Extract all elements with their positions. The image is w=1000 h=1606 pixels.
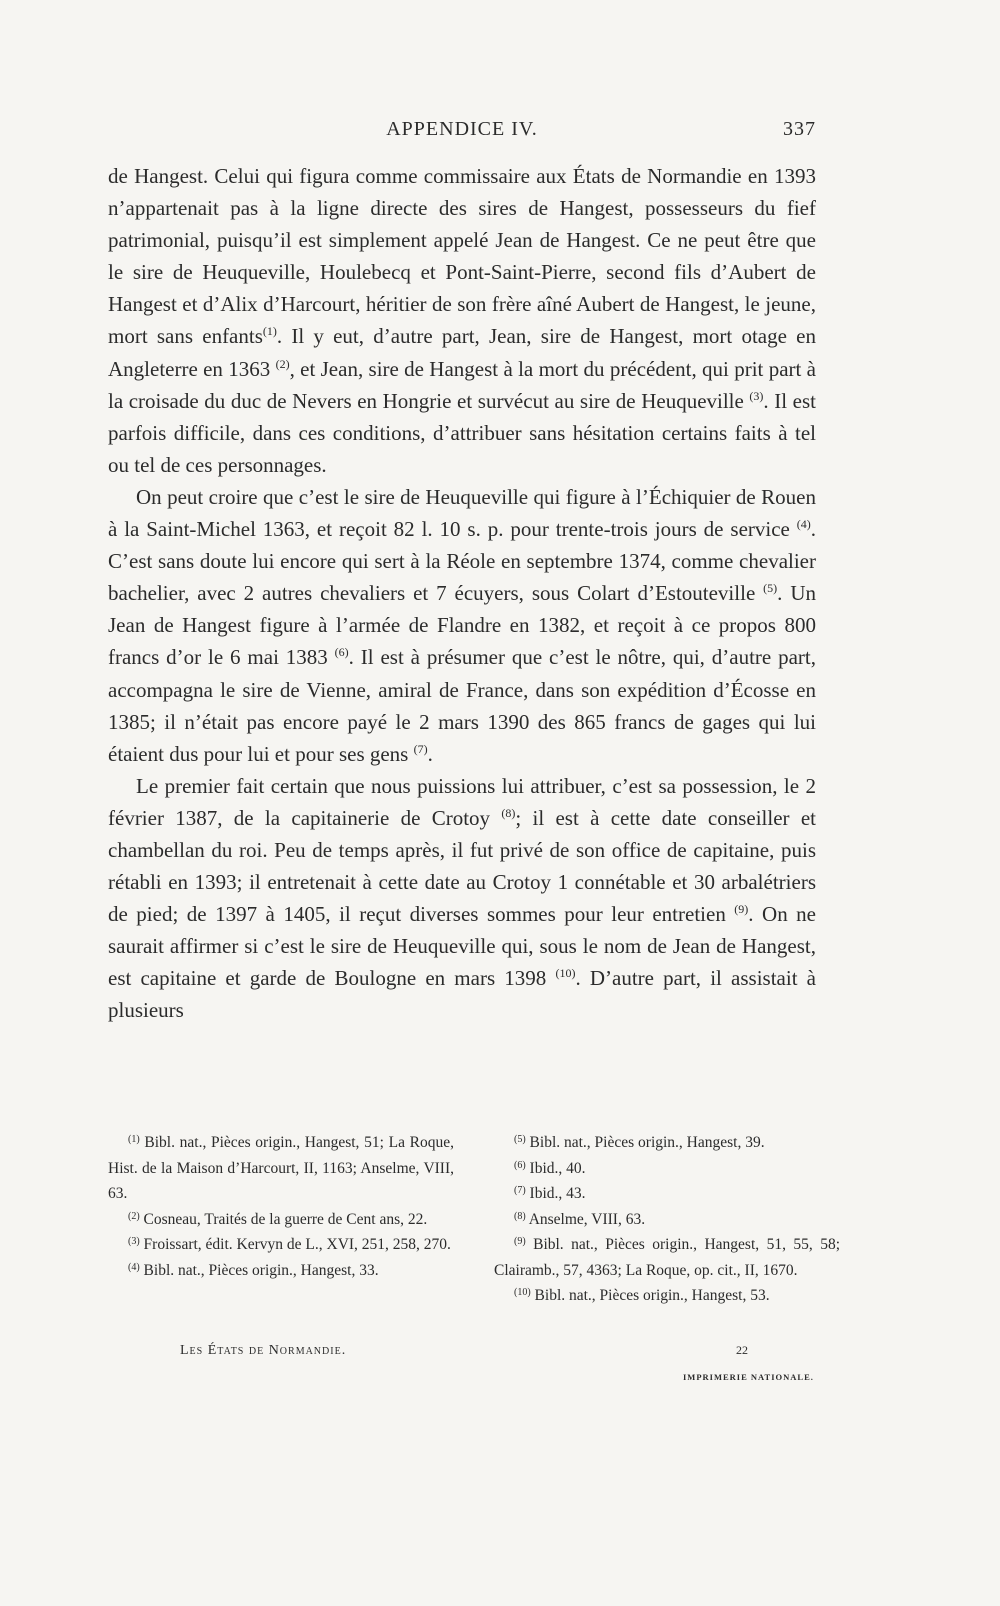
text-run: . Un Jean de Hangest figure à l’armée de Flandre en 1382, et reçoit à ce propos 800 francs d’or le 6 mai 1383: [108, 581, 816, 670]
paragraph: [108, 770, 816, 1027]
text-run: , et Jean, sire de Hangest à la mort du précédent, qui prit part à la croisade du duc de Nevers en Hongrie et survécut au sire de Heuqueville: [108, 356, 816, 413]
text-run: . Il est à présumer que c’est le nôtre, qui, d’autre part, accompagna le sire de Vienne, amiral de France, dans son expédition d’Écosse en 1385; il n’était pas encore payé le 2 mars 1390 des 865 francs de gages qui lui étaient dus pour lui et pour ses gens: [108, 645, 816, 766]
footnotes-right-column: [494, 1130, 840, 1309]
text-run: ; il est à cette date conseiller et chambellan du roi. Peu de temps après, il fut privé de son office de capitaine, puis rétabli en 1393; il entretenait à cette date au Crotoy 1 connétable et 30 arbalétriers de pied; de 1397 à 1405, il reçut diverses sommes pour leur entretien: [108, 805, 816, 927]
footnote-number: (2): [128, 1210, 140, 1222]
text-run: de Hangest. Celui qui figura comme commissaire aux États de Normandie en 1393 n’appartenait pas à la ligne directe des sires de Hangest, possesseurs du fief patrimonial, puisqu’il est simplement appelé Jean de Hangest. Ce ne peut être que le sire de Heuqueville, Houlebecq et Pont-Saint-Pierre, second fils d’Aubert de Hangest et d’Alix d’Harcourt, héritier de son frère aîné Aubert de Hangest, le jeune, mort sans enfants: [108, 164, 816, 349]
footnote: [108, 1232, 454, 1258]
footnote-number: (3): [128, 1236, 140, 1247]
signature-title: Les États de Normandie.: [180, 1343, 347, 1358]
footnote-number: (7): [514, 1185, 526, 1196]
text-run: .: [427, 741, 433, 766]
footnote-text: Bibl. nat., Pièces origin., Hangest, 33.: [139, 1261, 379, 1279]
footnote-number: (1): [128, 1134, 140, 1145]
footnote-ref: (3): [749, 388, 764, 403]
footnote-text: Cosneau, Traités de la guerre de Cent ans, 22.: [139, 1210, 428, 1228]
footnote-ref: (1): [262, 324, 277, 339]
footnote: [494, 1207, 840, 1233]
footnote-number: (4): [128, 1261, 140, 1273]
footnote-ref: (10): [555, 966, 576, 981]
footnote: [108, 1130, 454, 1207]
printer-imprint: IMPRIMERIE NATIONALE.: [683, 1372, 814, 1382]
text-run: On peut croire que c’est le sire de Heuqueville qui figure à l’Échiquier de Rouen à la Saint-Michel 1363, et reçoit 82 l. 10 s. p. pour trente-trois jours de service: [108, 484, 816, 542]
page-number: 337: [783, 118, 816, 140]
footnote: [494, 1130, 840, 1156]
text-run: . C’est sans doute lui encore qui sert à la Réole en septembre 1374, comme chevalier bachelier, avec 2 autres chevaliers et 7 écuyers, sous Colart d’Estouteville: [108, 517, 816, 606]
footnotes: [108, 1130, 840, 1350]
footnote-text: Bibl. nat., Pièces origin., Hangest, 51, 55, 58; Clairamb., 57, 4363; La Roque, op. cit., II, 1670.: [494, 1236, 840, 1279]
footnote: [494, 1156, 840, 1182]
footnote-text: Bibl. nat., Pièces origin., Hangest, 39.: [525, 1134, 765, 1151]
footnote-number: (5): [514, 1134, 526, 1145]
text-run: . D’autre part, il assistait à plusieurs: [108, 966, 817, 1023]
footnote-number: (9): [514, 1236, 526, 1247]
footnote: [494, 1283, 840, 1309]
text-run: . Il y eut, d’autre part, Jean, sire de Hangest, mort otage en Angleterre en 1363: [108, 324, 816, 381]
footnote-text: Froissart, édit. Kervyn de L., XVI, 251, 258, 270.: [139, 1236, 451, 1253]
footnote-ref: (4): [796, 517, 811, 532]
footnote: [494, 1232, 840, 1283]
footnote-ref: (5): [763, 581, 778, 596]
text-run: . Il est parfois difficile, dans ces conditions, d’attribuer sans hésitation certains faits à tel ou tel de ces personnages.: [108, 388, 816, 477]
footnote: [108, 1207, 454, 1233]
footnote-text: Bibl. nat., Pièces origin., Hangest, 51; La Roque, Hist. de la Maison d’Harcourt, II, 1163; Anselme, VIII, 63.: [108, 1134, 454, 1202]
paragraph: [108, 481, 816, 770]
footnote-text: Bibl. nat., Pièces origin., Hangest, 53.: [530, 1287, 770, 1304]
footnote-ref: (8): [501, 805, 516, 820]
footnote-ref: (2): [275, 356, 290, 371]
footnote-ref: (6): [334, 645, 349, 660]
footnote: [494, 1181, 840, 1207]
footnote: [108, 1258, 454, 1284]
footnotes-left-column: [108, 1130, 454, 1283]
text-run: Le premier fait certain que nous puissions lui attribuer, c’est sa possession, le 2 février 1387, de la capitainerie de Crotoy: [108, 773, 816, 830]
footnote-text: Ibid., 43.: [525, 1185, 586, 1202]
signature-mark: 22: [736, 1343, 748, 1357]
text-run: . On ne saurait affirmer si c’est le sire de Heuqueville qui, sous le nom de Jean de Hangest, est capitaine et garde de Boulogne en mars 1398: [108, 902, 816, 991]
footnote-number: (8): [514, 1210, 526, 1222]
main-text: [108, 160, 816, 1027]
footnote-text: Anselme, VIII, 63.: [525, 1210, 646, 1228]
running-header: [108, 118, 816, 146]
running-title: APPENDICE IV.: [386, 118, 538, 140]
footnote-ref: (9): [734, 902, 749, 917]
footnote-text: Ibid., 40.: [525, 1159, 586, 1177]
footnote-number: (10): [514, 1287, 531, 1298]
footnote-ref: (7): [413, 741, 428, 756]
paragraph: [108, 160, 816, 481]
footnote-number: (6): [514, 1159, 526, 1171]
